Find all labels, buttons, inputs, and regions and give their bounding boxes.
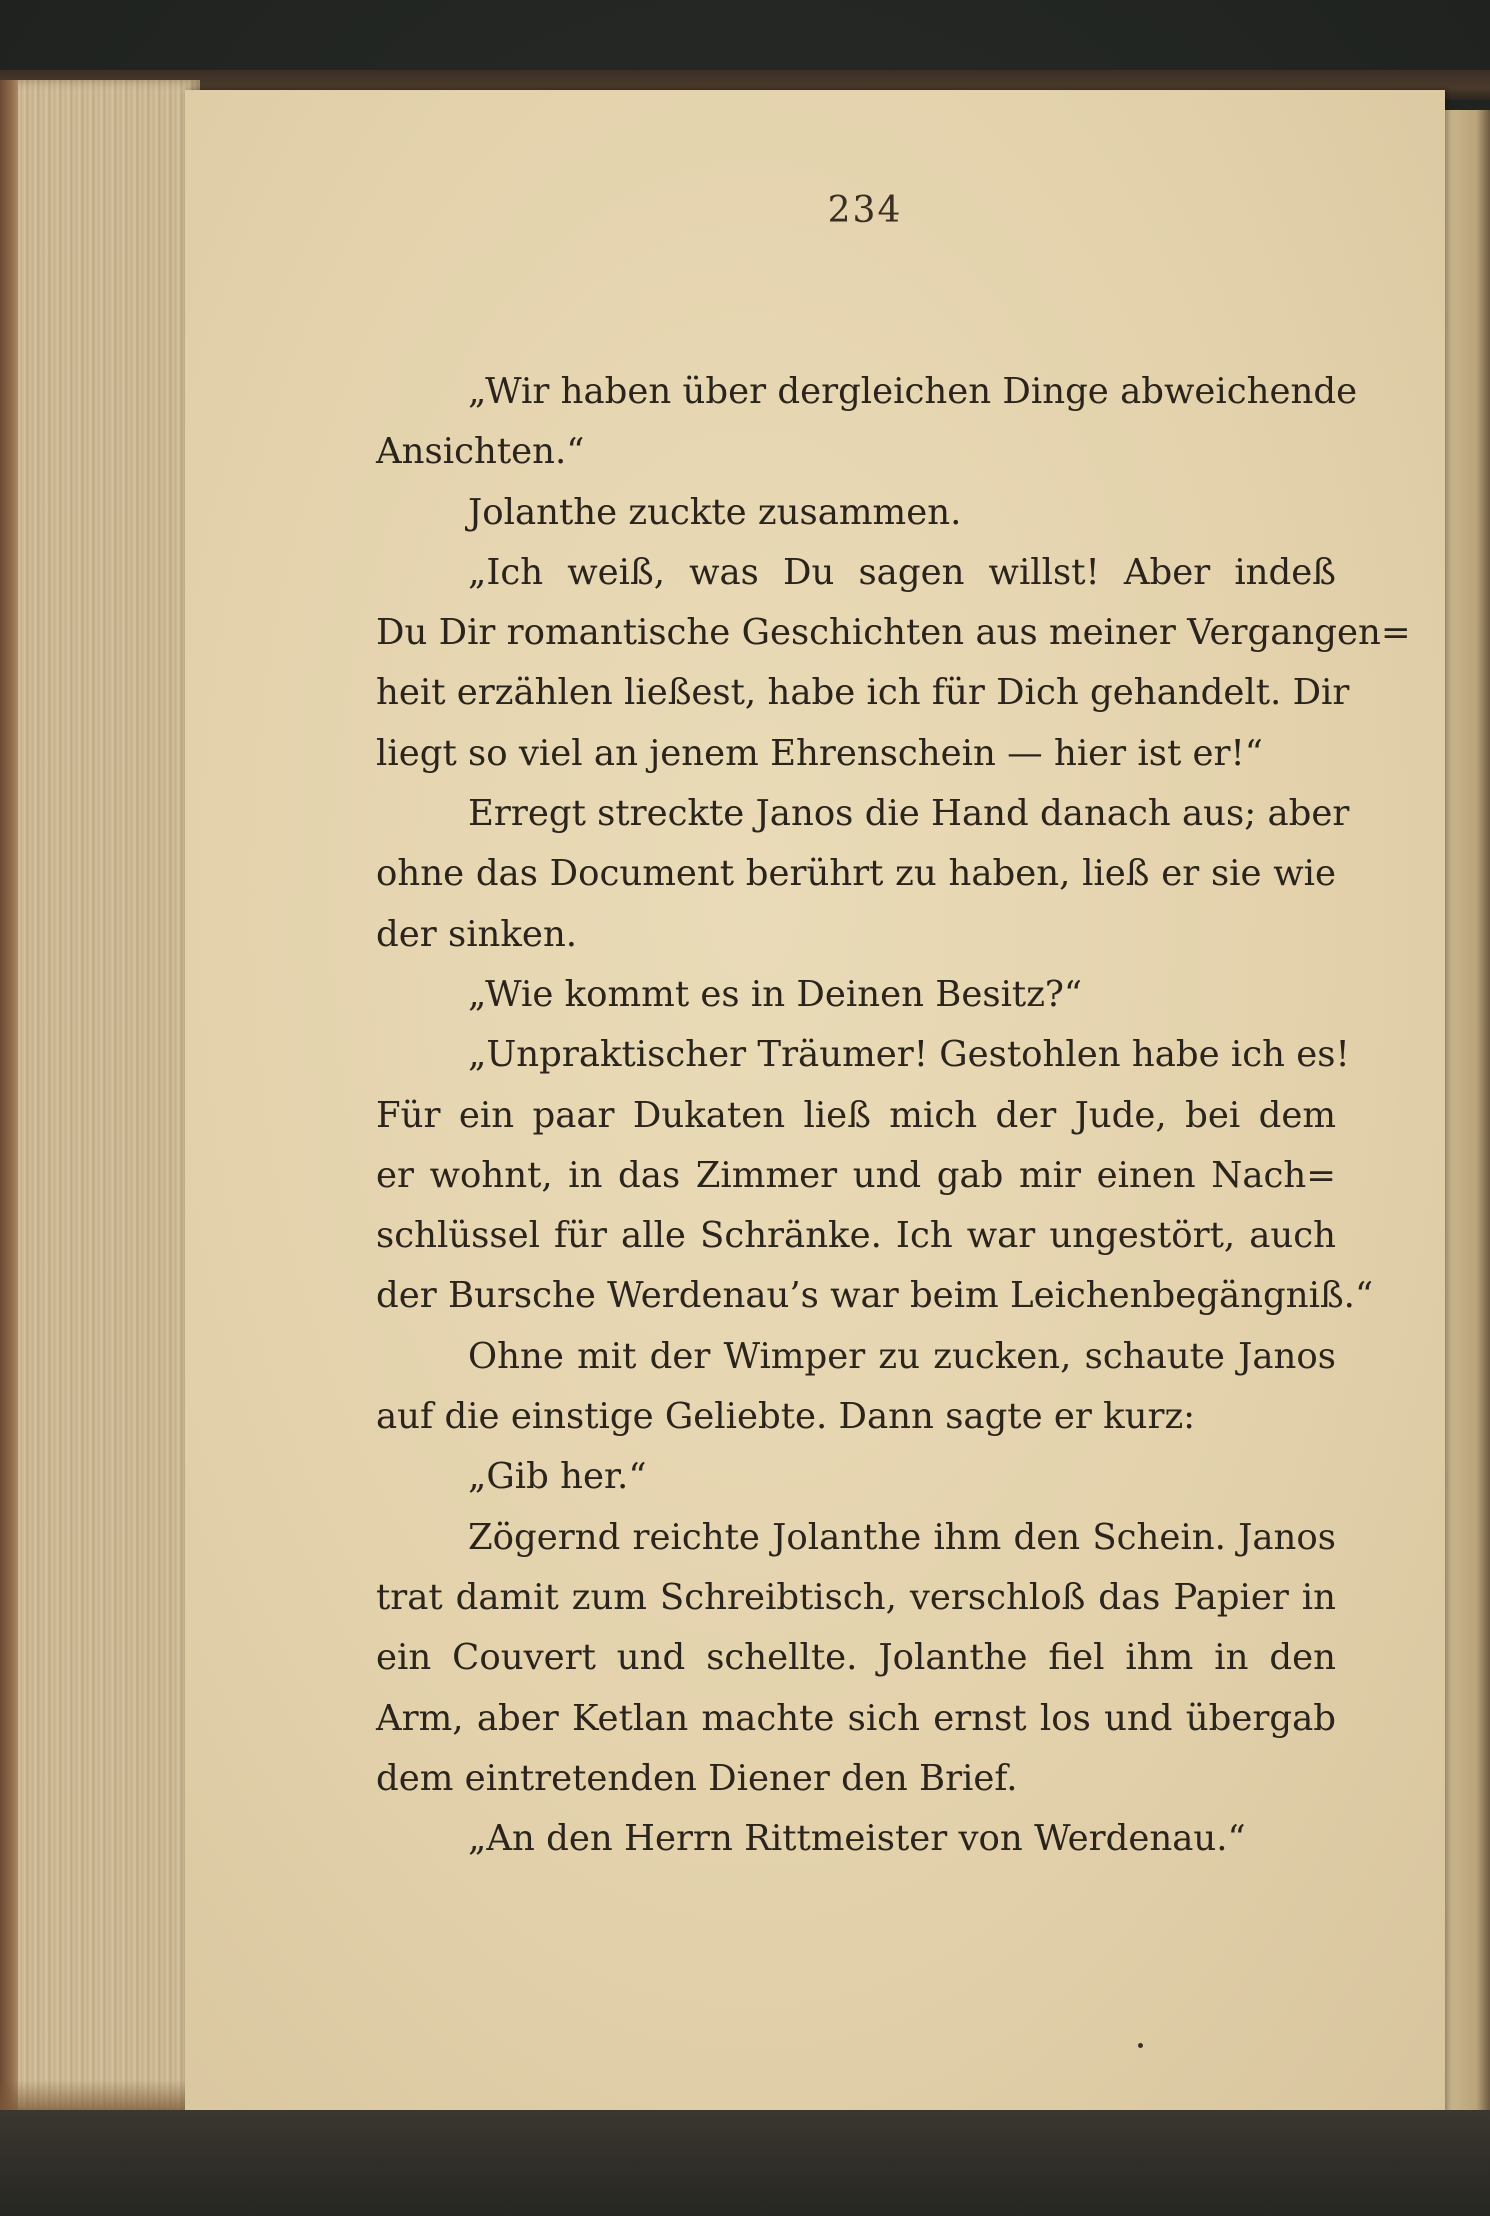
text-line: „Wir haben über dergleichen Dinge abweichende xyxy=(468,371,1358,412)
text-line: der sinken. xyxy=(376,913,578,955)
text-line: „Ich weiß, was Du sagen willst! Aber indeß xyxy=(468,551,1336,593)
text-line: heit erzählen ließest, habe ich für Dich gehandelt. Dir xyxy=(376,672,1350,714)
scan-background-bottom xyxy=(0,2110,1490,2216)
text-line: „Gib her.“ xyxy=(468,1456,647,1498)
ink-speck xyxy=(1138,2043,1143,2048)
text-line: Zögernd reichte Jolanthe ihm den Schein. Janos xyxy=(468,1516,1336,1558)
text-line: „Unpraktischer Träumer! Gestohlen habe ich es! xyxy=(468,1034,1350,1076)
text-line: Erregt streckte Janos die Hand danach aus; aber xyxy=(468,793,1350,835)
text-line: er wohnt, in das Zimmer und gab mir einen Nach= xyxy=(376,1154,1336,1196)
text-line: „Wie kommt es in Deinen Besitz?“ xyxy=(468,973,1083,1015)
text-line: schlüssel für alle Schränke. Ich war ungestört, auch xyxy=(376,1215,1336,1257)
text-line: Arm, aber Ketlan machte sich ernst los und übergab xyxy=(376,1697,1336,1739)
text-line: der Bursche Werdenau’s war beim Leichenbegängniß.“ xyxy=(376,1275,1374,1317)
text-line: ohne das Document berührt zu haben, ließ er sie wie xyxy=(376,853,1336,895)
right-page-gutter xyxy=(1445,110,1490,2120)
text-line: dem eintretenden Diener den Brief. xyxy=(376,1757,1018,1799)
text-line: „An den Herrn Rittmeister von Werdenau.“ xyxy=(468,1818,1246,1860)
text-line: ein Couvert und schellte. Jolanthe fiel ihm in den xyxy=(376,1637,1336,1679)
page-body-text xyxy=(376,362,1411,1869)
text-line: Du Dir romantische Geschichten aus meiner Vergangen= xyxy=(376,612,1411,654)
text-line: liegt so viel an jenem Ehrenschein — hier ist er!“ xyxy=(376,732,1263,774)
page-number: 234 xyxy=(827,190,903,231)
text-line: Für ein paar Dukaten ließ mich der Jude, bei dem xyxy=(376,1094,1336,1136)
stacked-page-edges xyxy=(0,80,200,2120)
text-line: Jolanthe zuckte zusammen. xyxy=(468,491,962,533)
text-line: trat damit zum Schreibtisch, verschloß das Papier in xyxy=(376,1576,1336,1618)
text-line: auf die einstige Geliebte. Dann sagte er kurz: xyxy=(376,1396,1196,1438)
text-line: Ohne mit der Wimper zu zucken, schaute Janos xyxy=(468,1335,1336,1377)
text-line: Ansichten.“ xyxy=(376,431,585,473)
